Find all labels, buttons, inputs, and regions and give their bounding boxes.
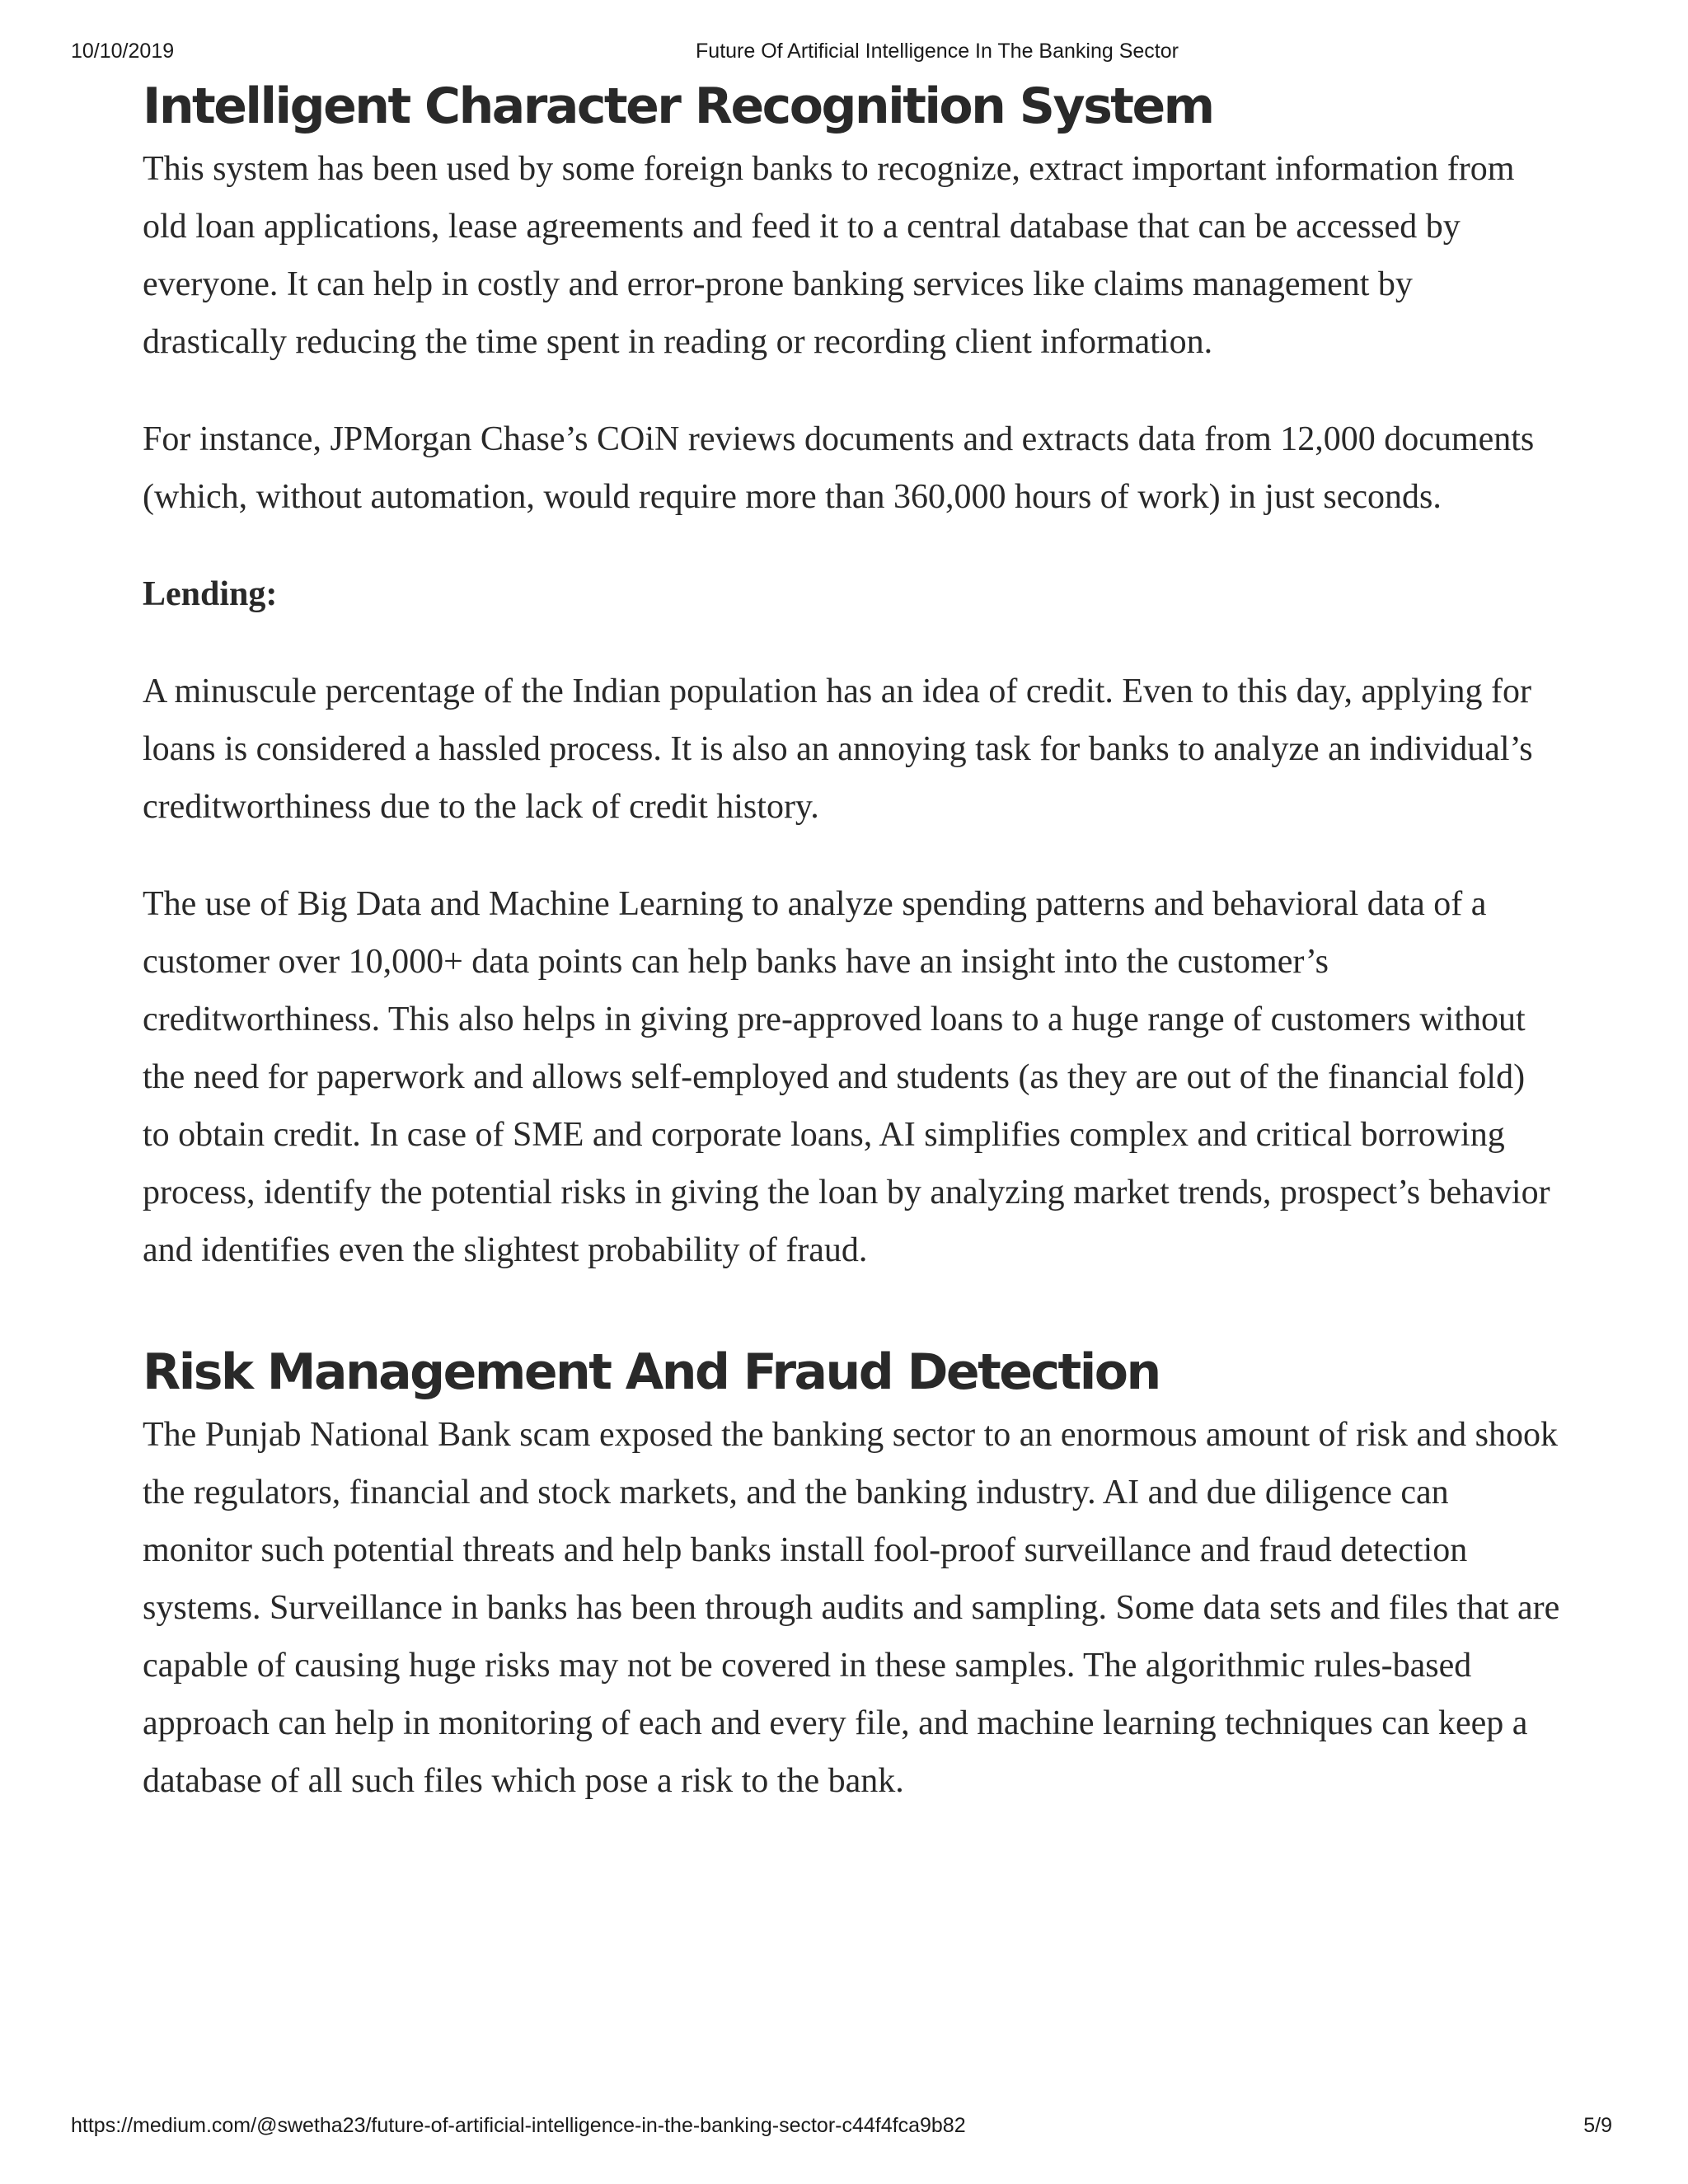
section-heading-icr: Intelligent Character Recognition System — [143, 77, 1213, 135]
page-url: https://medium.com/@swetha23/future-of-artificial-intelligence-in-the-banking-sector-c44f4fca9b82 — [71, 2114, 966, 2137]
paragraph-lending-ml: The use of Big Data and Machine Learning to analyze spending patterns and behavioral data of a customer over 10,000+ data points can help banks have an insight into the customer’s creditworthiness. This also helps in giving pre-approved loans to a huge range of customers without the need for paperwork and allows self-employed and students (as they are out of the financial fold) to obtain credit. In case of SME and corporate loans, AI simplifies complex and critical borrowing process, identify the potential risks in giving the loan by analyzing market trends, prospect’s behavior and identifies even the slightest probability of fraud. — [143, 885, 1550, 1269]
section-heading-risk: Risk Management And Fraud Detection — [143, 1343, 1160, 1401]
page-number: 5/9 — [1583, 2114, 1612, 2137]
paragraph-icr-example: For instance, JPMorgan Chase’s COiN reviews documents and extracts data from 12,000 documents (which, without automation, would require more than 360,000 hours of work) in just seconds. — [143, 420, 1535, 516]
subheading-lending: Lending: — [143, 575, 278, 613]
paragraph-lending-intro: A minuscule percentage of the Indian population has an idea of credit. Even to this day, applying for loans is considered a hassled process. It is also an annoying task for banks to analyze an individual’s creditworthiness due to the lack of credit history. — [143, 673, 1533, 826]
paragraph-icr-intro: This system has been used by some foreign banks to recognize, extract important information from old loan applications, lease agreements and feed it to a central database that can be accessed by everyone. It can help in costly and error-prone banking services like claims management by drastically reducing the time spent in reading or recording client information. — [143, 150, 1515, 361]
paragraph-risk: The Punjab National Bank scam exposed the banking sector to an enormous amount of risk and shook the regulators, financial and stock markets, and the banking industry. AI and due diligence can monitor such potential threats and help banks install fool-proof surveillance and fraud detection systems. Surveillance in banks has been through audits and sampling. Some data sets and files that are capable of causing huge risks may not be covered in these samples. The algorithmic rules-based approach can help in monitoring of each and every file, and machine learning techniques can keep a database of all such files which pose a risk to the bank. — [143, 1416, 1560, 1800]
print-title: Future Of Artificial Intelligence In The Banking Sector — [696, 40, 1179, 63]
print-header — [0, 40, 1688, 73]
print-date: 10/10/2019 — [71, 40, 175, 63]
article-body — [143, 73, 1560, 1810]
print-footer — [0, 2114, 1688, 2147]
